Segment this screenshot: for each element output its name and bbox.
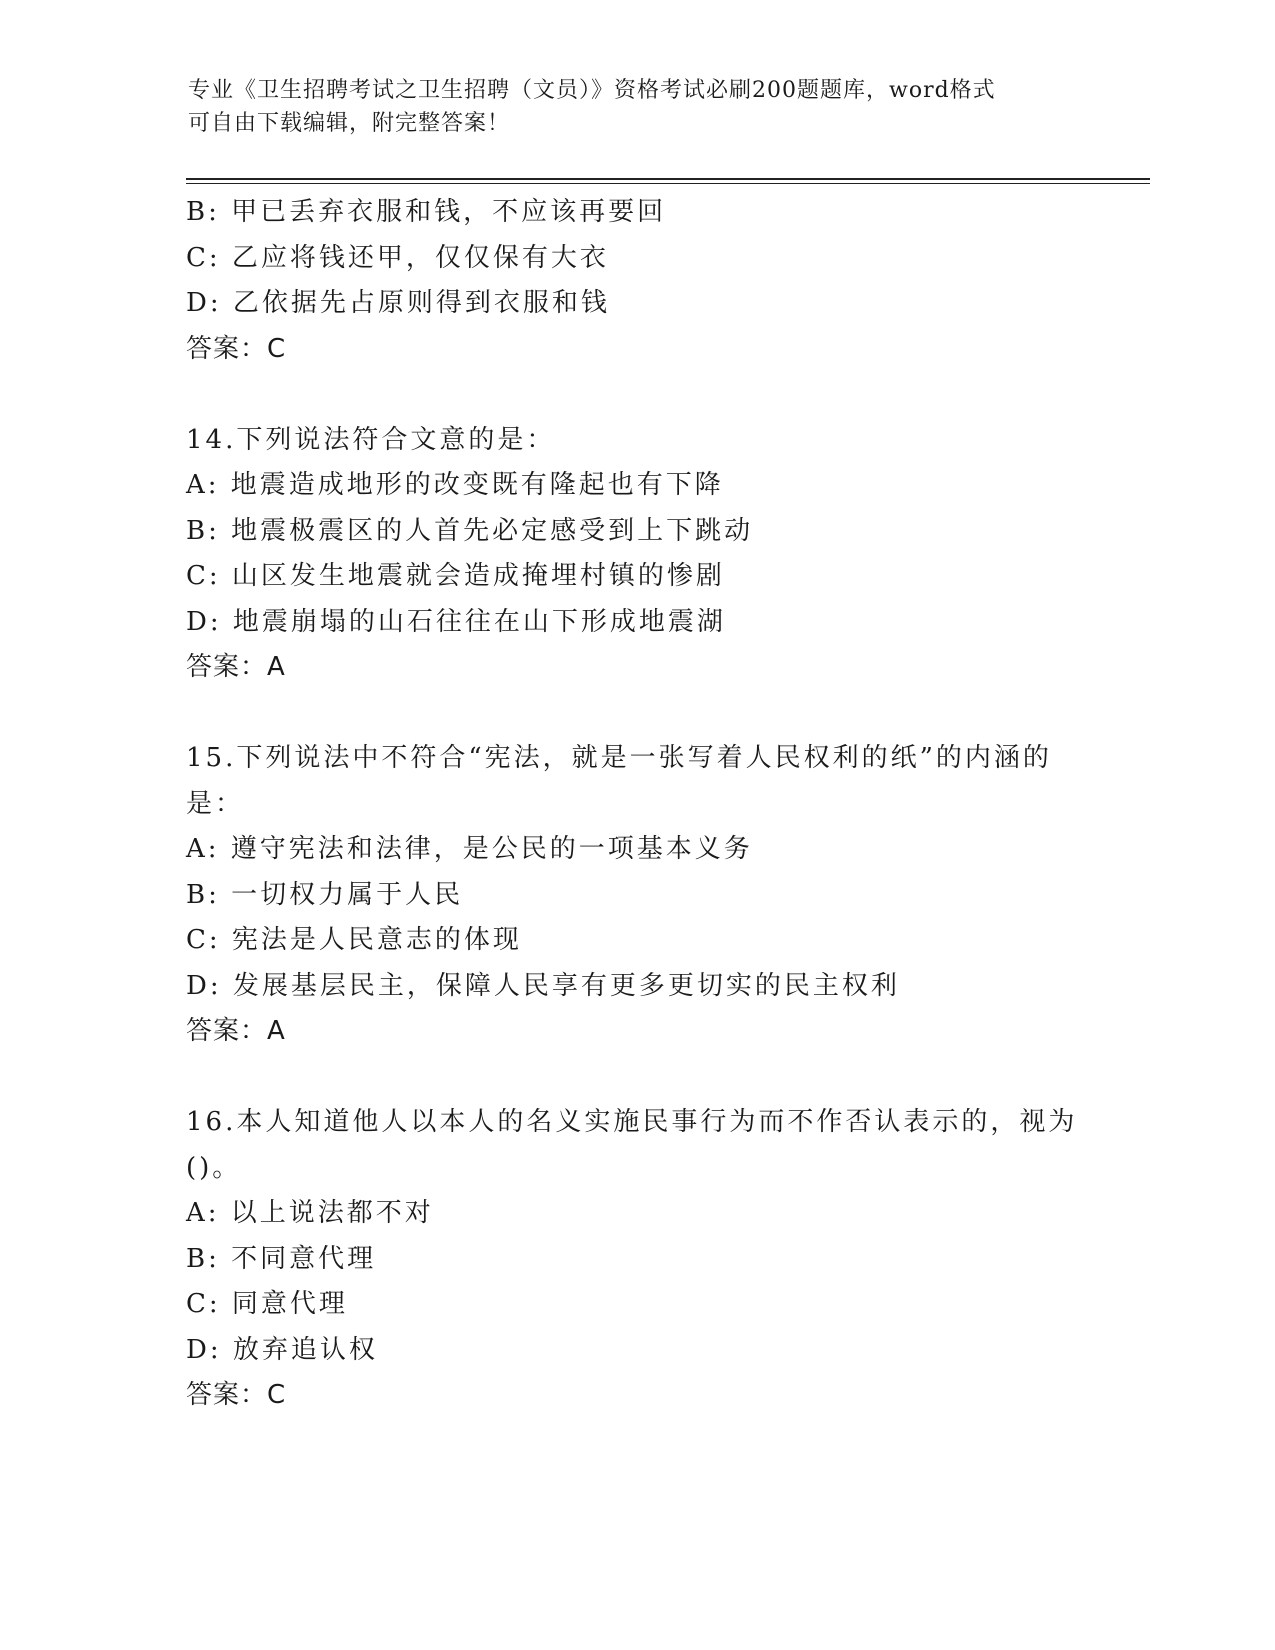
option-b: B: 一切权力属于人民 <box>186 879 464 910</box>
option-c: C: 山区发生地震就会造成掩埋村镇的惨剧 <box>186 561 725 591</box>
option-d: D: 地震崩塌的山石往往在山下形成地震湖 <box>186 606 726 637</box>
option-c: C: 乙应将钱还甲，仅仅保有大衣 <box>186 242 609 273</box>
question-text: 16.本人知道他人以本人的名义实施民事行为而不作否认表示的，视为 <box>186 1107 1078 1137</box>
question-block-13 <box>186 190 1106 372</box>
option-a: A: 遵守宪法和法律，是公民的一项基本义务 <box>186 834 753 864</box>
question-block-16 <box>186 1100 1106 1419</box>
question-text: 14.下列说法符合文意的是： <box>186 424 556 455</box>
answer-line: 答案：A <box>186 652 286 682</box>
question-block-15 <box>186 736 1106 1055</box>
header-rule-thick <box>186 178 1150 180</box>
option-b: B: 不同意代理 <box>186 1243 377 1274</box>
spacer <box>186 372 1106 418</box>
document-header <box>188 74 1068 140</box>
option-d: D: 放弃追认权 <box>186 1334 378 1365</box>
option-b: B: 地震极震区的人首先必定感受到上下跳动 <box>186 515 754 546</box>
spacer <box>186 691 1106 737</box>
header-rule-thin <box>186 183 1150 184</box>
header-line-1: 专业《卫生招聘考试之卫生招聘（文员）》资格考试必刷200题题库，word格式 <box>188 78 996 103</box>
answer-line: 答案：C <box>186 1380 287 1410</box>
question-list <box>186 190 1106 1419</box>
option-b: B: 甲已丢弃衣服和钱，不应该再要回 <box>186 197 667 227</box>
option-a: A: 地震造成地形的改变既有隆起也有下降 <box>186 470 724 500</box>
header-line-2: 可自由下载编辑，附完整答案！ <box>188 111 511 136</box>
option-d: D: 发展基层民主，保障人民享有更多更切实的民主权利 <box>186 970 900 1001</box>
question-text-continued: 是： <box>186 788 245 819</box>
option-c: C: 同意代理 <box>186 1289 348 1319</box>
option-d: D: 乙依据先占原则得到衣服和钱 <box>186 288 610 318</box>
question-block-14 <box>186 418 1106 691</box>
question-text-continued: ()。 <box>186 1152 242 1183</box>
option-a: A: 以上说法都不对 <box>186 1198 434 1228</box>
question-text: 15.下列说法中不符合“宪法，就是一张写着人民权利的纸”的内涵的 <box>186 743 1052 773</box>
answer-line: 答案：C <box>186 333 287 364</box>
spacer <box>186 1055 1106 1101</box>
option-c: C: 宪法是人民意志的体现 <box>186 925 522 955</box>
answer-line: 答案：A <box>186 1016 286 1046</box>
